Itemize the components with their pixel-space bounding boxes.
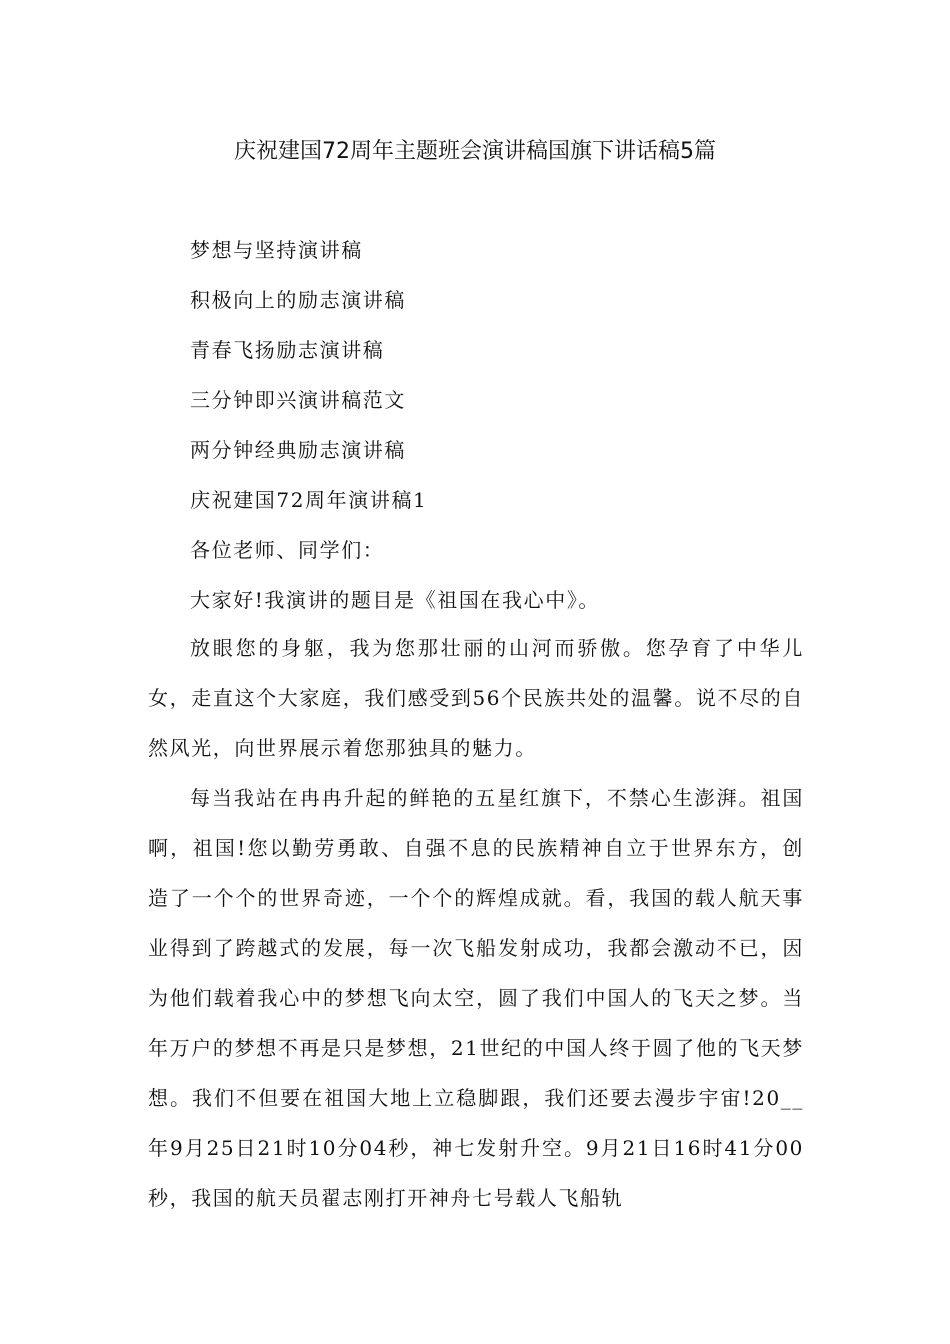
- body-paragraph: 放眼您的身躯，我为您那壮丽的山河而骄傲。您孕育了中华儿女，走直这个大家庭，我们感受到56个民族共处的温馨。说不尽的自然风光，向世界展示着您那独具的魅力。: [148, 636, 804, 760]
- toc-item: 青春飞扬励志演讲稿: [190, 338, 385, 362]
- toc-item: 三分钟即兴演讲稿范文: [190, 388, 406, 412]
- toc-item: 梦想与坚持演讲稿: [190, 238, 363, 262]
- greeting: 大家好!我演讲的题目是《祖国在我心中》。: [190, 588, 601, 612]
- toc-item: 庆祝建国72周年演讲稿1: [190, 488, 428, 512]
- toc-item: 积极向上的励志演讲稿: [190, 288, 406, 312]
- document-title: 庆祝建国72周年主题班会演讲稿国旗下讲话稿5篇: [234, 139, 716, 164]
- salutation: 各位老师、同学们：: [190, 538, 385, 562]
- body-paragraph: 每当我站在冉冉升起的鲜艳的五星红旗下，不禁心生澎湃。祖国啊，祖国!您以勤劳勇敢、自强不息的民族精神自立于世界东方，创造了一个个的世界奇迹，一个个的辉煌成就。看，我国的载人航天事业得到了跨越式的发展，每一次飞船发射成功，我都会激动不已，因为他们载着我心中的梦想飞向太空，圆了我们中国人的飞天之梦。当年万户的梦想不再是只是梦想，21世纪的中国人终于圆了他的飞天梦想。我们不但要在祖国大地上立稳脚跟，我们还要去漫步宇宙!20__年9月25日21时10分04秒，神七发射升空。9月21日16时41分00秒，我国的航天员翟志刚打开神舟七号载人飞船轨: [148, 786, 804, 1210]
- toc-item: 两分钟经典励志演讲稿: [190, 438, 406, 462]
